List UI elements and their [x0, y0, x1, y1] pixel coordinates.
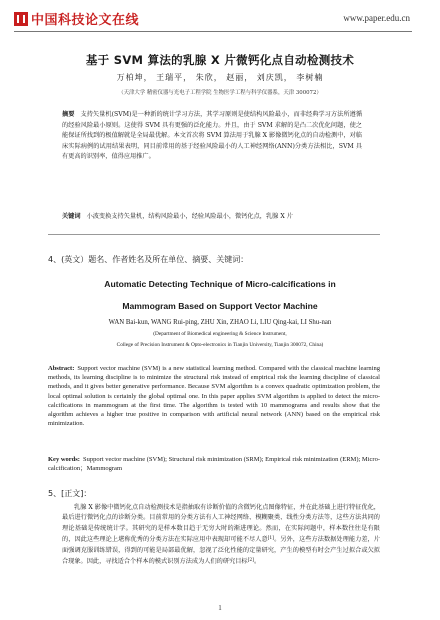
body-text-part-2: 。另外，这些方法数据处理能力差，片面强调克服训练错误，得到的可能是局部最优解，忽视了泛化性能的定量研究，产生的模型有时会产生过拟合或欠拟合现象。因此，寻找适合个样本的模式识别方法成为人们的研究目标: [62, 536, 380, 566]
paper-title-english-line-2: Mammogram Based on Support Vector Machine: [122, 301, 318, 311]
body-paragraph: [62, 503, 380, 567]
section-divider: [48, 234, 380, 235]
abstract-label-english: Abstract:: [48, 365, 75, 372]
page-number: 1: [218, 604, 222, 612]
affiliation-chinese: （天津大学 精密仪器与光电子工程学院 生物医学工程与科学仪器系，天津 300072）: [118, 90, 322, 96]
authors-english: WAN Bai-kun, WANG Rui-ping, ZHU Xin, ZHAO Li, LIU Qing-kai, LI Shu-nan: [108, 319, 332, 326]
citation-ref-1[interactable]: [1]: [267, 536, 275, 542]
affiliation-english-line-2: College of Precision Instrument & Opto-electronics in Tianjin University, Tianjin 300072, China): [116, 342, 324, 348]
abstract-text-english: Support vector machine (SVM) is a new statistical learning method. Compared with the classical machine learning methods, its learning discipline is to minimize the structural risk instead of empirical risk the learning discipline of classical methods, and it gives better generative performance. Because SVM algorithm is a convex quadratic optimization problem, the local optimal solution is certainly the global optimal one. In this paper applies SVM algorithm is applied to detect the micro-calcifications in mammogram at the first time. The algorithm is tested with 10 mammograms and results show that the algorithm achieves a higher true positive in comparison with artificial neural network (ANN) based on the empirical risk minimization.: [48, 365, 380, 428]
citation-ref-2[interactable]: [2]: [247, 558, 254, 564]
abstract-chinese: [62, 110, 362, 163]
logo-text: 中国科技论文在线: [31, 13, 140, 28]
affiliation-english-line-1: (Department of Biomedical engineering & Science Instrument,: [153, 331, 287, 337]
keywords-label-chinese: 关键词: [62, 213, 81, 220]
logo-emblem-icon: [14, 12, 28, 26]
body-text-part-3: 。: [254, 558, 261, 566]
authors-chinese: 万柏坤， 王瑞平， 朱欣， 赵丽， 刘庆凯， 李树楠: [116, 73, 324, 82]
paper-title-chinese: 基于 SVM 算法的乳腺 X 片微钙化点自动检测技术: [85, 53, 355, 67]
header-divider: [14, 31, 412, 32]
abstract-english: [48, 364, 380, 428]
site-header: [0, 0, 440, 34]
abstract-text-chinese: 支持矢量机(SVM)是一种新的统计学习方法，其学习原则是使结构风险最小，而非经典学习方法所遵循的经验风险最小原则。这使得 SVM 具有更强的泛化能力。并且，由于 SVM 求解的是凸二次优化问题，使之能保证所找到的极值解就是全局最优解。本文首次将 SVM 算法用于乳腺 X 影像微钙化点的自动检测中，对临床实际病例的试用结果表明，同目前常用的基于经验风险最小的人工神经网络(ANN)分类方法相比，SVM 具有更高的识别率，值得应用推广。: [62, 111, 363, 161]
section-4-heading: 4、(英文）题名、作者姓名及所在单位、摘要、关键词：: [48, 255, 249, 264]
paper-title-english-line-1: Automatic Detecting Technique of Micro-calcifications in: [104, 279, 336, 289]
section-5-heading: 5、[正文]：: [48, 489, 92, 498]
keywords-english: [48, 455, 380, 473]
abstract-label-chinese: 摘要: [62, 111, 75, 118]
keywords-text-english: Support vector machine (SVM); Structural risk minimization (SRM); Empirical risk minimization (ERM); Micro-calcification；Mammogram: [48, 456, 380, 473]
body-text-part-1: 乳腺 X 影像中微钙化点自动检测技术是指抽取有诊断价值的含微钙化点图像特征，并在此基础上进行特征优化，最后进行微钙化点的诊断分类。目前常用的分类方法有人工神经网络、模糊聚类、线性分类方法等，这些方法共同的理论基础是传统统计学。其研究的是样本数目趋于无穷大时的渐进理论。然而，在实际问题中，样本数往往是有限的，因此这些理论上堪称优秀的分类方法在实际应用中表现却可能不尽人意: [62, 504, 380, 544]
keywords-chinese: [62, 212, 362, 223]
keywords-text-chinese: 小波变换支持矢量机，结构风险最小，经验风险最小，微钙化点，乳腺 X 片: [86, 213, 293, 220]
site-logo[interactable]: [14, 9, 139, 28]
site-url[interactable]: www.paper.edu.cn: [343, 13, 410, 23]
keywords-label-english: Key words:: [48, 456, 80, 463]
